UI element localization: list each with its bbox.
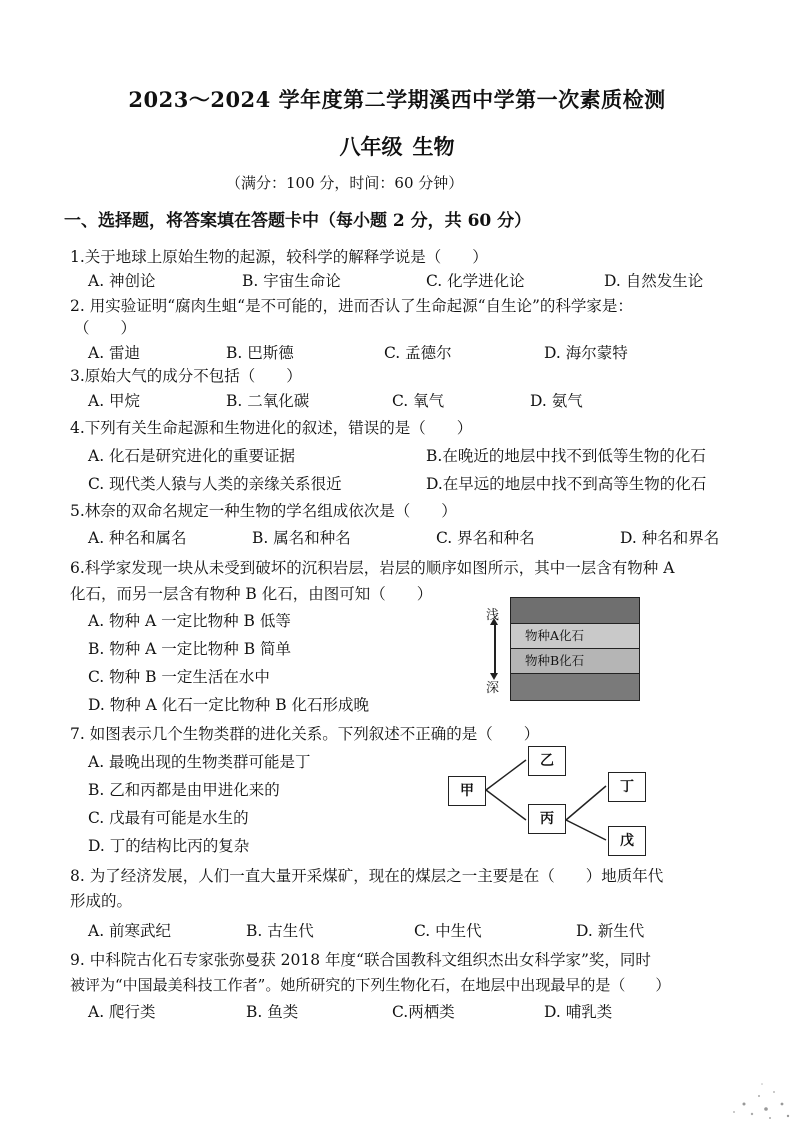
depth-indicator <box>484 604 506 696</box>
q1-option-d: D. 自然发生论 <box>604 272 704 290</box>
deep-label: 深 <box>486 681 500 696</box>
edge-bing-wu <box>566 820 606 840</box>
question-8-stem: 8. 为了经济发展，人们一直大量开采煤矿，现在的煤层之一主要是在（ ）地质年代 <box>70 867 664 885</box>
node-bing: 丙 <box>528 804 566 834</box>
question-2-stem-cont: （ ） <box>74 319 137 337</box>
q2-option-b: B. 巴斯德 <box>226 344 294 362</box>
q9-option-d: D. 哺乳类 <box>544 1003 613 1021</box>
q3-option-b: B. 二氧化碳 <box>226 392 310 410</box>
q5-option-b: B. 属名和种名 <box>252 529 351 547</box>
q4-option-a: A. 化石是研究进化的重要证据 <box>88 447 296 465</box>
exam-meta: （满分：100 分，时间：60 分钟） <box>226 174 464 192</box>
q1-option-c: C. 化学进化论 <box>426 272 525 290</box>
node-yi: 乙 <box>528 746 566 776</box>
edge-bing-ding <box>566 786 606 820</box>
question-2-stem: 2. 用实验证明“腐肉生蛆“是不可能的，进而否认了生命起源“自生论”的科学家是： <box>70 297 633 315</box>
q8-option-a: A. 前寒武纪 <box>88 922 172 940</box>
question-9-stem-cont: 被评为“中国最美科技工作者”。她所研究的下列生物化石，在地层中出现最早的是（ ） <box>70 976 671 994</box>
edge-jia-bing <box>486 790 526 820</box>
q2-option-c: C. 孟德尔 <box>384 344 452 362</box>
q2-option-a: A. 雷迪 <box>88 344 141 362</box>
q9-option-c: C.两栖类 <box>392 1003 455 1021</box>
question-3-stem: 3.原始大气的成分不包括（ ） <box>70 367 302 385</box>
rock-strata-figure <box>510 597 640 701</box>
grade-label: 八年级 <box>339 134 403 159</box>
q7-option-a: A. 最晚出现的生物类群可能是丁 <box>88 753 311 771</box>
question-7-stem: 7. 如图表示几个生物类群的进化关系。下列叙述不正确的是（ ） <box>70 725 540 743</box>
exam-subtitle <box>0 131 794 161</box>
node-ding: 丁 <box>608 772 646 802</box>
exam-title: 2023～2024 学年度第二学期溪西中学第一次素质检测 <box>128 87 666 112</box>
q8-option-c: C. 中生代 <box>414 922 482 940</box>
q1-option-a: A. 神创论 <box>88 272 156 290</box>
q6-option-d: D. 物种 A 化石一定比物种 B 化石形成晚 <box>88 696 370 714</box>
question-8-stem-cont: 形成的。 <box>70 892 133 910</box>
q5-option-d: D. 种名和界名 <box>620 529 720 547</box>
section-heading: 一、选择题，将答案填在答题卡中（每小题 2 分，共 60 分） <box>64 211 532 231</box>
q1-option-b: B. 宇宙生命论 <box>242 272 341 290</box>
shallow-label: 浅 <box>486 608 500 623</box>
q6-option-a: A. 物种 A 一定比物种 B 低等 <box>88 612 291 630</box>
question-5-stem: 5.林奈的双命名规定一种生物的学名组成依次是（ ） <box>70 502 457 520</box>
q9-option-b: B. 鱼类 <box>246 1003 299 1021</box>
question-6-stem-cont: 化石，而另一层含有物种 B 化石，由图可知（ ） <box>70 585 433 603</box>
q5-option-c: C. 界名和种名 <box>436 529 535 547</box>
question-4-stem: 4.下列有关生命起源和生物进化的叙述，错误的是（ ） <box>70 419 473 437</box>
scan-noise-decoration <box>704 1054 794 1124</box>
q3-option-c: C. 氧气 <box>392 392 445 410</box>
strata-layer-bottom <box>511 674 639 700</box>
q7-option-d: D. 丁的结构比丙的复杂 <box>88 837 250 855</box>
subject-label: 生物 <box>412 134 455 159</box>
question-6-stem: 6.科学家发现一块从未受到破坏的沉积岩层，岩层的顺序如图所示，其中一层含有物种 A <box>70 559 675 577</box>
strata-layer-a <box>511 624 639 649</box>
evolution-tree-figure <box>440 742 660 860</box>
q3-option-a: A. 甲烷 <box>88 392 141 410</box>
q4-option-d: D.在早远的地层中找不到高等生物的化石 <box>426 475 707 493</box>
strata-layer-top <box>511 598 639 624</box>
edge-jia-yi <box>486 760 526 790</box>
node-jia: 甲 <box>448 776 486 806</box>
depth-arrow-icon <box>494 624 496 674</box>
q4-option-b: B.在晚近的地层中找不到低等生物的化石 <box>426 447 706 465</box>
q6-option-b: B. 物种 A 一定比物种 B 简单 <box>88 640 292 658</box>
question-9-stem: 9. 中科院古化石专家张弥曼获 2018 年度“联合国教科文组织杰出女科学家”奖，同时 <box>70 951 651 969</box>
q2-option-d: D. 海尔蒙特 <box>544 344 628 362</box>
q7-option-c: C. 戊最有可能是水生的 <box>88 809 249 827</box>
q3-option-d: D. 氨气 <box>530 392 583 410</box>
q8-option-d: D. 新生代 <box>576 922 645 940</box>
strata-layer-b <box>511 649 639 674</box>
question-1-stem: 1.关于地球上原始生物的起源，较科学的解释学说是（ ） <box>70 248 488 266</box>
q9-option-a: A. 爬行类 <box>88 1003 156 1021</box>
q4-option-c: C. 现代类人猿与人类的亲缘关系很近 <box>88 475 342 493</box>
species-a-fossil-label: 物种A化石 <box>525 628 585 643</box>
species-b-fossil-label: 物种B化石 <box>525 653 585 668</box>
node-wu: 戊 <box>608 826 646 856</box>
q6-option-c: C. 物种 B 一定生活在水中 <box>88 668 270 686</box>
q8-option-b: B. 古生代 <box>246 922 314 940</box>
q7-option-b: B. 乙和丙都是由甲进化来的 <box>88 781 280 799</box>
q5-option-a: A. 种名和属名 <box>88 529 187 547</box>
